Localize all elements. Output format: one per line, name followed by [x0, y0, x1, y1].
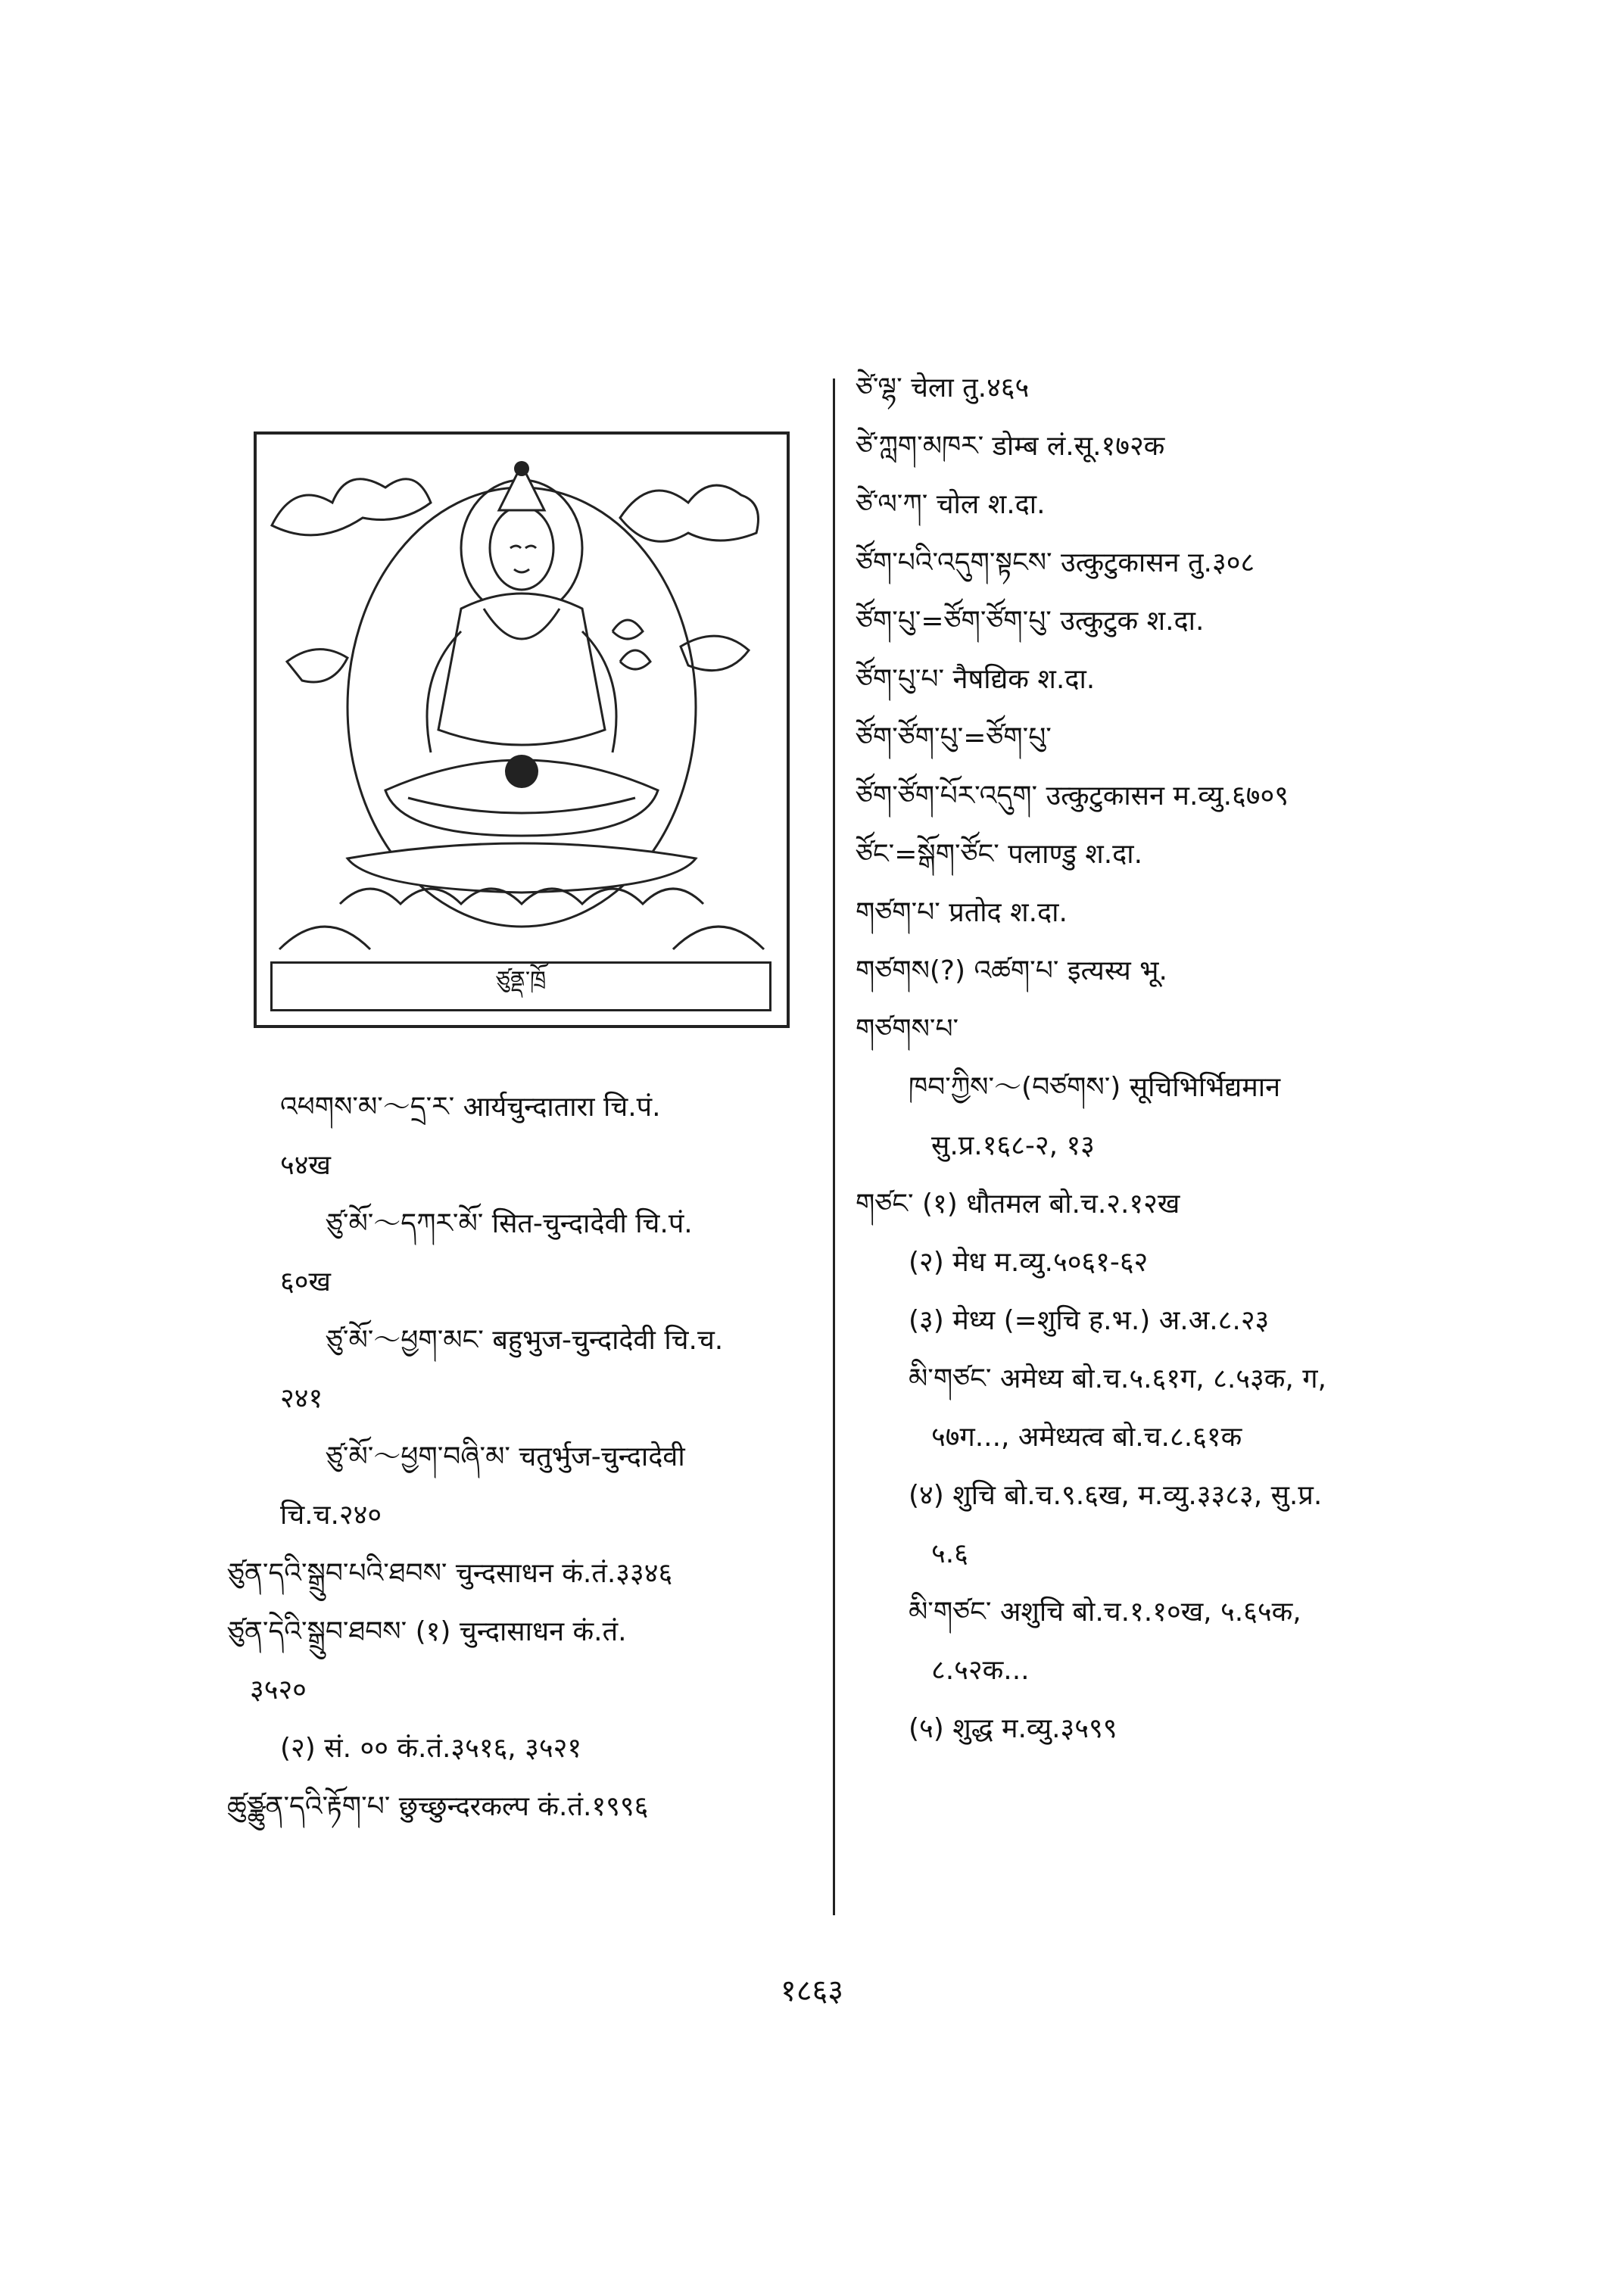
- dictionary-entry-line: གཙགས(?) འཚག་པ་ इत्यस्य भू.: [856, 955, 1167, 986]
- dictionary-entry-line: ५.६: [931, 1538, 968, 1569]
- dictionary-entry-line: चि.च.२४०: [280, 1500, 382, 1531]
- dictionary-entry-line: ཙོག་ཙོག་པུ་=ཙོག་པུ་: [856, 722, 1052, 753]
- dictionary-entry-line: ५७ग..., अमेध्यत्व बो.च.८.६१क: [931, 1422, 1242, 1453]
- dictionary-entry-line: ཙུན་དེའི་སྒྲུབ་ཐབས་ (१) चुन्दासाधन कं.तं.: [227, 1616, 627, 1647]
- right-column: [856, 371, 1537, 1770]
- page-number: १८६३: [780, 1974, 844, 2008]
- dictionary-entry-line: (३) मेध्य (=शुचि ह.भ.) अ.अ.८.२३: [909, 1305, 1270, 1336]
- dictionary-entry-line: འཕགས་མ་～དྲ་ར་ आर्यचुन्दातारा चि.पं.: [280, 1092, 661, 1123]
- dictionary-entry-line: ཙུ་མོ་～ཕྱག་མང་ बहुभुज-चुन्दादेवी चि.च.: [326, 1325, 724, 1356]
- dictionary-entry-line: (२) सं. ०० कं.तं.३५१६, ३५२१: [280, 1733, 582, 1764]
- dictionary-entry-line: གཙགས་པ་: [856, 1014, 959, 1045]
- deity-drawing-icon: [257, 435, 787, 957]
- dictionary-entry-line: གཙང་ (१) धौतमल बो.च.२.१२ख: [856, 1189, 1180, 1220]
- dictionary-entry-line: མི་གཙང་ अमेध्य बो.च.५.६१ग, ८.५३क, ग,: [909, 1363, 1326, 1394]
- dictionary-entry-line: ཚུཙྪུན་དའི་རྟོག་པ་ छुच्छुन्दरकल्प कं.तं.१९९६: [227, 1791, 649, 1822]
- dictionary-entry-line: ཙུ་མོ་～དཀར་མོ་ सित-चुन्दादेवी चि.पं.: [326, 1208, 693, 1239]
- dictionary-entry-line: ཙོག་པུ་པ་ नैषद्यिक श.दा.: [856, 664, 1096, 695]
- dictionary-entry-line: ཙུན་དའི་སྒྲུབ་པའི་ཐབས་ चुन्दसाधन कं.तं.३३४६: [227, 1558, 673, 1589]
- dictionary-entry-line: २४१: [280, 1383, 323, 1414]
- dictionary-entry-line: ཙེ་ལྷ་ चेला तु.४६५: [856, 372, 1030, 403]
- left-column: [227, 1090, 818, 1848]
- dictionary-entry-line: ཙེ་ལ་ཀ་ चोल श.दा.: [856, 489, 1046, 520]
- dictionary-entry-line: (५) शुद्ध म.व्यु.३५९९: [909, 1713, 1117, 1744]
- dictionary-entry-line: གཙག་པ་ प्रतोद श.दा.: [856, 897, 1068, 928]
- illustration-caption: ཙུནྡ་ཁྲོ: [270, 961, 771, 1011]
- dictionary-entry-line: ८.५२क...: [931, 1655, 1030, 1686]
- dictionary-entry-line: ཁབ་ཀྱིས་～(བཙགས་) सूचिभिर्भिद्यमान: [909, 1072, 1281, 1103]
- dictionary-entry-line: ཙུ་མོ་～ཕྱག་བཞི་མ་ चतुर्भुज-चुन्दादेवी: [326, 1441, 685, 1472]
- dictionary-entry-line: सु.प्र.१६८-२, १३: [931, 1130, 1095, 1161]
- dictionary-entry-line: ३५२०: [250, 1675, 307, 1706]
- column-divider: [833, 379, 835, 1915]
- deity-illustration: [254, 431, 790, 1028]
- dictionary-entry-line: ཙོག་པའི་འདུག་སྟངས་ उत्कुटुकासन तु.३०८: [856, 547, 1255, 578]
- dictionary-entry-line: ६०ख: [280, 1266, 331, 1298]
- dictionary-entry-line: མི་གཙང་ अशुचि बो.च.१.१०ख, ५.६५क,: [909, 1597, 1301, 1628]
- dictionary-entry-line: (४) शुचि बो.च.९.६ख, म.व्यु.३३८३, सु.प्र.: [909, 1480, 1323, 1511]
- dictionary-entry-line: ཙོག་ཙོག་པོར་འདུག་ उत्कुटुकासन म.व्यु.६७०९: [856, 780, 1289, 812]
- dictionary-entry-line: ཙེ་ཀླག་མཁར་ डोम्ब लं.सू.१७२क: [856, 431, 1165, 462]
- dictionary-entry-line: ५४ख: [280, 1150, 331, 1181]
- dictionary-entry-line: (२) मेध म.व्यु.५०६१-६२: [909, 1247, 1149, 1278]
- dictionary-entry-line: ཙོང་=སྒོག་ཙོང་ पलाण्डु श.दा.: [856, 839, 1143, 870]
- dictionary-entry-line: ཙོག་པུ་=ཙོག་ཙོག་པུ་ उत्कुटुक श.दा.: [856, 606, 1205, 637]
